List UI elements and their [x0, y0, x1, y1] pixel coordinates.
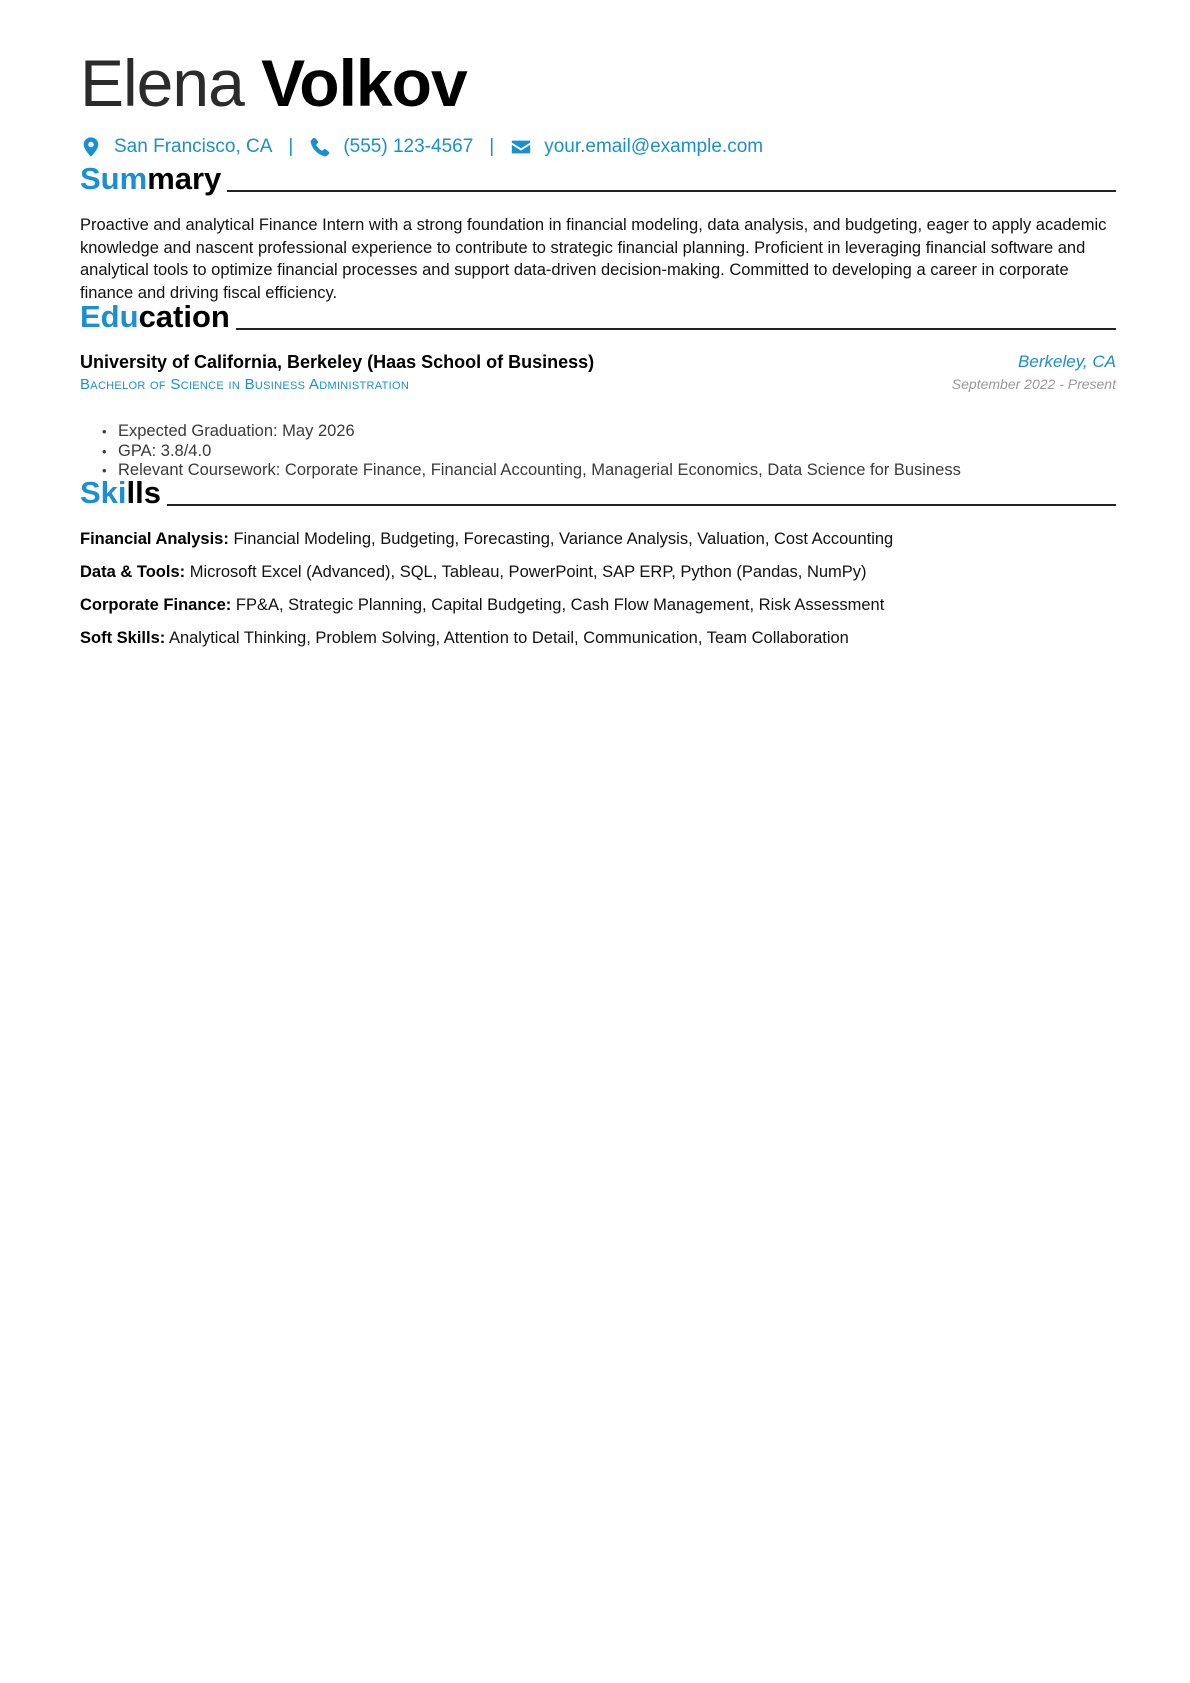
location-text: San Francisco, CA: [114, 136, 273, 157]
candidate-name: [80, 40, 467, 126]
contact-email[interactable]: [510, 136, 763, 158]
skill-value: Analytical Thinking, Problem Solving, Attention to Detail, Communication, Team Collaboration: [168, 629, 849, 647]
school-location: Berkeley, CA: [1018, 352, 1116, 371]
section-rule: [167, 504, 1116, 506]
skill-row-financial-analysis: [80, 528, 1116, 550]
list-item: • Expected Graduation: May 2026: [118, 422, 961, 442]
skill-row-soft-skills: [80, 627, 1116, 649]
education-dates: September 2022 - Present: [951, 376, 1116, 392]
email-link: your.email@example.com: [544, 136, 764, 157]
education-entry-header: [80, 352, 1116, 373]
summary-heading: [80, 158, 1116, 198]
skills-heading: [80, 472, 1116, 512]
phone-icon: [309, 136, 331, 158]
education-title: Education: [80, 299, 230, 334]
skill-label: Financial Analysis:: [80, 530, 229, 548]
summary-title: Summary: [80, 161, 222, 196]
skill-value: FP&A, Strategic Planning, Capital Budgeting, Cash Flow Management, Risk Assessment: [235, 596, 885, 614]
skill-value: Financial Modeling, Budgeting, Forecasting, Variance Analysis, Valuation, Cost Accounting: [233, 530, 894, 548]
skill-label: Soft Skills:: [80, 629, 166, 647]
education-heading: [80, 296, 1116, 336]
section-rule: [227, 190, 1116, 192]
contact-separator: |: [489, 136, 495, 157]
skill-label: Data & Tools:: [80, 563, 186, 581]
contact-phone[interactable]: [309, 136, 473, 158]
list-item: • GPA: 3.8/4.0: [118, 442, 961, 462]
education-entry-subheader: [80, 376, 1116, 393]
summary-text: Proactive and analytical Finance Intern with a strong foundation in financial modeling, data analysis, and budgeting, eager to apply academic knowledge and nascent professional experience to contribute to strategic financial planning. Proficient in leveraging financial software and analytical tools to optimize financial processes and support data-driven decision-making. Committed to developing a career in corporate finance and driving fiscal efficiency.: [80, 216, 1107, 302]
skills-title: Skills: [80, 475, 161, 510]
contact-separator: |: [288, 136, 294, 157]
list-item: • Relevant Coursework: Corporate Finance, Financial Accounting, Managerial Economics, Data Science for Business: [118, 461, 961, 481]
map-pin-icon: [80, 136, 102, 158]
last-name: Volkov: [261, 46, 467, 120]
first-name: Elena: [80, 46, 244, 120]
contact-location: [80, 136, 272, 158]
skill-label: Corporate Finance:: [80, 596, 232, 614]
envelope-icon: [510, 136, 532, 158]
skill-row-data-tools: [80, 561, 1116, 583]
section-rule: [236, 328, 1116, 330]
phone-text: (555) 123-4567: [343, 136, 474, 157]
skill-row-corporate-finance: [80, 594, 1116, 616]
degree-name: Bachelor of Science in Business Administration: [80, 376, 410, 393]
school-name: University of California, Berkeley (Haas School of Business): [80, 352, 595, 372]
skill-value: Microsoft Excel (Advanced), SQL, Tableau, PowerPoint, SAP ERP, Python (Pandas, NumPy): [189, 563, 867, 581]
